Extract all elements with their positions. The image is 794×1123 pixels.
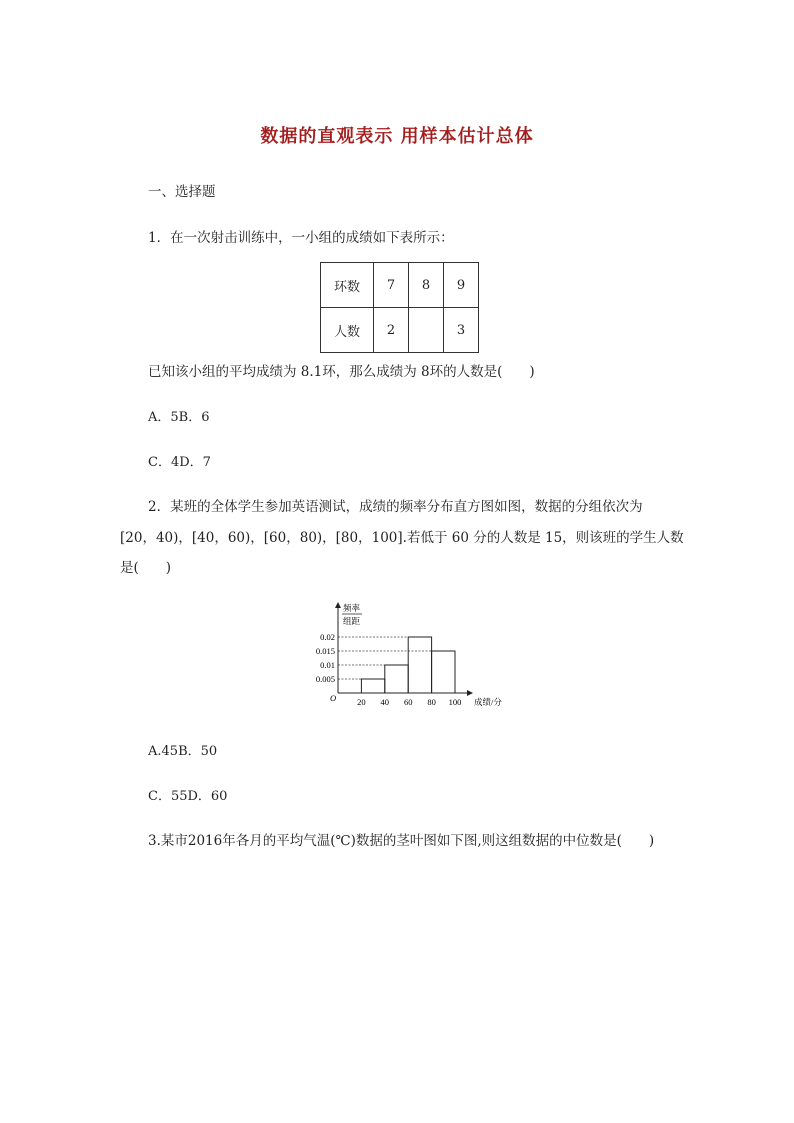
table-row (321, 308, 479, 353)
table-cell: 人数 (321, 308, 374, 353)
y-tick-label: 0.015 (315, 646, 335, 656)
x-tick-label: 100 (448, 697, 462, 707)
x-axis-label: 成绩/分 (474, 697, 502, 707)
x-tick-label: 60 (403, 697, 413, 707)
table-cell: 3 (444, 308, 479, 353)
y-tick-label: 0.02 (320, 632, 335, 642)
score-table (320, 262, 479, 353)
q3-stem: 3.某市2016年各月的平均气温(℃)数据的茎叶图如下图,则这组数据的中位数是( ) (148, 833, 655, 849)
histogram-bar (385, 665, 408, 693)
q1-options-cd: C．4D．7 (148, 455, 211, 470)
table-cell: 7 (374, 263, 409, 308)
q1-stem: 1．在一次射击训练中，一小组的成绩如下表所示： (148, 230, 454, 246)
origin-label: O (330, 693, 337, 703)
x-tick-label: 40 (380, 697, 390, 707)
q2-stem-line2: [20，40)，[40，60)，[60，80)，[80，100].若低于 60 分的人数是 15，则该班的学生人数 (120, 530, 684, 546)
histogram-bar (408, 637, 431, 693)
x-tick-label: 80 (427, 697, 436, 707)
q2-options-cd: C．55D．60 (148, 789, 228, 804)
frequency-histogram (300, 597, 530, 712)
section-heading: 一、选择题 (148, 184, 216, 200)
page-title: 数据的直观表示 用样本估计总体 (260, 126, 534, 147)
q2-options-ab: A.45B．50 (148, 744, 218, 759)
q2-stem-line3: 是( ) (120, 560, 172, 576)
histogram-bar (432, 651, 455, 693)
y-tick-label: 0.005 (315, 674, 335, 684)
table-cell (409, 308, 444, 353)
q2-stem-line1: 2．某班的全体学生参加英语测试，成绩的频率分布直方图如图，数据的分组依次为 (148, 499, 643, 515)
table-cell: 8 (409, 263, 444, 308)
table-cell: 2 (374, 308, 409, 353)
x-tick-label: 20 (357, 697, 366, 707)
q1-options-ab: A．5B．6 (148, 410, 210, 425)
table-row (321, 263, 479, 308)
y-axis-label-top: 频率 (343, 603, 361, 613)
histogram-bar (361, 679, 384, 693)
q1-question: 已知该小组的平均成绩为 8.1环，那么成绩为 8环的人数是( ) (148, 364, 535, 380)
y-tick-label: 0.01 (320, 660, 335, 670)
table-cell: 环数 (321, 263, 374, 308)
table-cell: 9 (444, 263, 479, 308)
y-axis-label-bottom: 组距 (343, 616, 361, 626)
